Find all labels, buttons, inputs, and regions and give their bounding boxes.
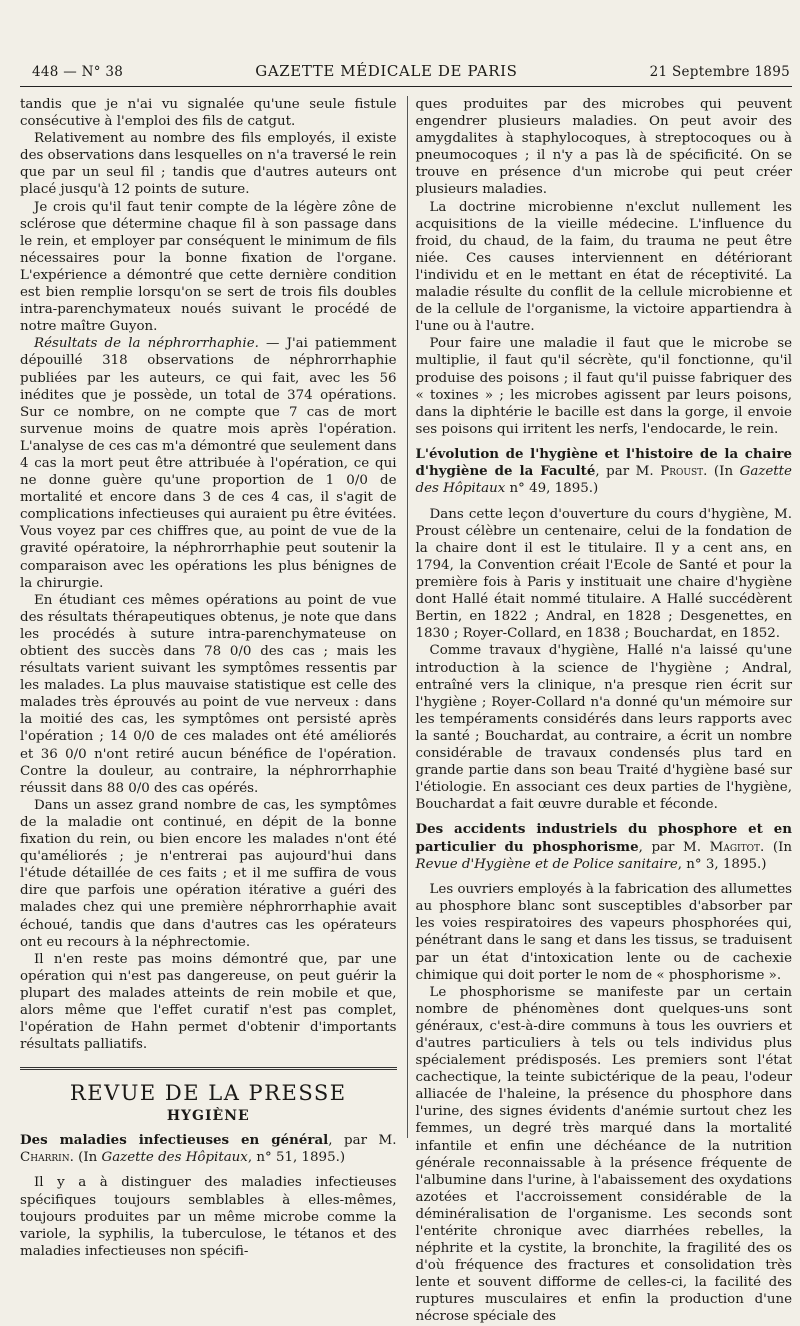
left-column — [20, 96, 407, 1259]
article-title: Des maladies infectieuses en général — [20, 1132, 329, 1149]
article-ref-close: , n° 51, 1895.) — [247, 1149, 346, 1165]
article-ref-close: , n° 3, 1895.) — [677, 856, 767, 872]
article-author: Proust — [660, 464, 704, 480]
two-column-body — [20, 96, 793, 1325]
page-number: 448 — N° 38 — [32, 64, 124, 80]
paragraph-results — [20, 335, 397, 591]
article-heading — [416, 821, 793, 873]
article-title: Des accidents industriels du phosphore et en particulier du phosphorisme — [415, 821, 792, 855]
journal-title: GAZETTE MÉDICALE DE PARIS — [255, 62, 518, 80]
article-journal: Gazette des Hôpitaux — [101, 1149, 248, 1165]
article-by: , par M. — [328, 1133, 397, 1149]
article-heading — [20, 1132, 397, 1166]
section-subtitle: HYGIÈNE — [166, 1108, 250, 1125]
paragraph: Le phosphorisme se manifeste par un certain nombre de phénomènes dont quelques-uns sont généraux, c'est-à-dire communs à tous les ouvriers et d'autres particuliers à tels ou tels individus plus spécialement prédisposés. Les premiers sont l'état cachectique, la teinte subictérique de la peau, l'odeur alliacée de l'haleine, la présence du phosphore dans l'urine, des signes évidents d'anémie surtout chez les femmes, un degré très marqué dans la mortalité infantile et enfin une déchéance de la nutrition générale reconnaissable à la présence fréquente de l'albumine dans l'urine, à l'abaissement des oxydations azotées et l'accroissement considérable de la déminéralisation de l'organisme. Les seconds sont l'entérite chronique avec diarrhées rebelles, la néphrite et la cystite, la bronchite, la fragilité des os d'où fréquence des fractures et consolidation très lente et souvent difforme de celles-ci, la facilité des ruptures musculaires et enfin la production d'une nécrose spéciale des — [415, 984, 792, 1325]
paragraph: Il n'en reste pas moins démontré que, par une opération qui n'est pas dangereuse, on peut guérir la plupart des malades atteints de rein mobile et que, alors même que l'effet curatif n'est pas complet, l'opération de Hahn permet d'obtenir d'importants résultats palliatifs. — [20, 951, 397, 1053]
results-text: — J'ai patiemment dépouillé 318 observations de néphrorrhaphie publiées par les auteurs, ce qui fait, avec les 56 inédites que je possède, un total de 374 opérations. Sur ce nombre, on ne compte que 7 cas de mort survenue moins de quatre mois après l'opération. L'analyse de ces cas m'a démontré que seulement dans 4 cas la mort peut être attribuée à l'opération, ce qui ne donne guère qu'une proportion de 1 0/0 de mortalité et encore dans 3 de ces 4 cas, il s'agit de complications infectieuses qui auraient pu être évitées. Vous voyez par ces chiffres que, au point de vue de la gravité opératoire, la néphrorrhaphie peut soutenir la comparaison avec les opérations les plus bénignes de la chirurgie. — [20, 336, 397, 591]
article-journal: Gazette des Hôpitaux — [415, 464, 792, 497]
article-by: , par M. — [595, 464, 661, 480]
paragraph: Dans cette leçon d'ouverture du cours d'hygiène, M. Proust célèbre un centenaire, celui de la fondation de la chaire dont il est le titulaire. Il y a cent ans, en 1794, la Convention créait l'Ecole de Santé et pour la première fois à Paris y instituait une chaire d'hygiène dont Hallé était nommé titulaire. A Hallé succédèrent Bertin, en 1822 ; Andral, en 1828 ; Desgenettes, en 1830 ; Royer-Collard, en 1838 ; Bouchardat, en 1852. — [415, 506, 792, 642]
section-divider — [20, 1067, 397, 1070]
issue-date: 21 Septembre 1895 — [649, 64, 790, 80]
paragraph: La doctrine microbienne n'exclut nullement les acquisitions de la vieille médecine. L'influence du froid, du chaud, de la faim, du trauma ne peut être niée. Ces causes interviennent en détériorant l'individu et en le mettant en état de réceptivité. La maladie résulte du conflit de la cellule microbienne et de la cellule de l'organisme, la victoire appartiendra à l'une ou à l'autre. — [415, 199, 792, 335]
paragraph: Il y a à distinguer des maladies infectieuses spécifiques toujours semblables à elles-mêmes, toujours produites par un même microbe comme la variole, la syphilis, la tuberculose, le tétanos et des maladies infectieuses non spécifi- — [20, 1175, 397, 1259]
paragraph: En étudiant ces mêmes opérations au point de vue des résultats thérapeutiques obtenus, je note que dans les procédés à suture intra-parenchymateuse on obtient des succès dans 78 0/0 des cas ; mais les résultats varient suivant les symptômes ressentis par les malades. La plus mauvaise statistique est celle des malades très éprouvés au point de vue nerveux : dans la moitié des cas, les symptômes ont persisté après l'opération ; 14 0/0 de ces malades ont été améliorés et 36 0/0 n'ont retiré aucun bénéfice de l'opération. Contre la douleur, au contraire, la néphrorrhaphie réussit dans 88 0/0 des cas opérés. — [20, 592, 397, 796]
article-author: Charrin — [20, 1149, 70, 1165]
article-ref-open: . (In — [759, 839, 792, 855]
paragraph: Les ouvriers employés à la fabrication des allumettes au phosphore blanc sont susceptibles d'absorber par les voies respiratoires des vapeurs phosphorées qui, pénétrant dans le sang et dans les tissus, se traduisent par un état d'intoxication lente ou de cachexie chimique qui doit porter le nom de « phosphorisme ». — [415, 882, 793, 983]
paragraph: ques produites par des microbes qui peuvent engendrer plusieurs maladies. On peut avoir des amygdalites à staphylocoques, à streptocoques ou à pneumocoques ; il n'y a pas là de spécificité. On se trouve en présence d'un microbe qui peut créer plusieurs maladies. — [415, 97, 792, 198]
article-ref-open: . (In — [69, 1149, 102, 1165]
paragraph: Comme travaux d'hygiène, Hallé n'a laissé qu'une introduction à la science de l'hygiène ; Andral, entraîné vers la clinique, n'a presque rien écrit sur l'hygiène ; Royer-Collard n'a donné qu'un mémoire sur les tempéraments considérés dans leurs rapports avec la santé ; Bouchardat, au contraire, a écrit un nombre considérable de travaux condensés plus tard en grande partie dans son beau Traité d'hygiène basé sur l'étiologie. En associant ces deux parties de l'hygiène, Bouchardat a fait œuvre durable et féconde. — [415, 643, 792, 813]
article-heading — [416, 446, 793, 498]
paragraph: tandis que je n'ai vu signalée qu'une seule fistule consécutive à l'emploi des fils de catgut. — [20, 97, 397, 130]
running-head — [32, 62, 790, 80]
article-title: L'évolution de l'hygiène et l'histoire de la chaire d'hygiène de la Faculté — [415, 445, 792, 480]
section-title: REVUE DE LA PRESSE — [69, 1081, 347, 1106]
article-ref-close: n° 49, 1895.) — [505, 481, 599, 497]
results-heading: Résultats de la néphrorrhaphie. — [34, 336, 259, 352]
paragraph: Dans un assez grand nombre de cas, les symptômes de la maladie ont continué, en dépit de la bonne fixation du rein, ou bien encore les malades n'ont été qu'améliorés ; je n'entrerai pas aujourd'hui dans l'étude détaillée de ces faits ; et il me suffira de vous dire que parfois une opération itérative a guéri des malades chez qui une première néphrorrhaphie avait échoué, tandis que dans d'autres cas les opérateurs ont eu recours à la néphrectomie. — [20, 797, 397, 950]
article-by: , par M. — [638, 839, 710, 855]
article-ref-open: . (In — [703, 464, 740, 480]
paragraph: Je crois qu'il faut tenir compte de la légère zône de sclérose que détermine chaque fil à son passage dans le rein, et employer par conséquent le minimum de fils nécessaires pour la bonne fixation de l'organe. L'expérience a démontré que cette dernière condition est bien remplie lorsqu'on se sert de trois fils doubles intra-parenchymateux noués suivant le procédé de notre maître Guyon. — [20, 199, 397, 335]
paragraph: Relativement au nombre des fils employés, il existe des observations dans lesquelles on n'a traversé le rein que par un seul fil ; tandis que d'autres auteurs ont placé jusqu'à 12 points de suture. — [20, 131, 397, 198]
paragraph: Pour faire une maladie il faut que le microbe se multiplie, il faut qu'il sécrète, qu'il fonctionne, qu'il produise des poisons ; il faut qu'il puisse fabriquer des « toxines » ; les microbes agissent par leurs poisons, dans la diphtérie le bacille est dans la gorge, il envoie ses poisons qui irritent les nerfs, l'endocarde, le rein. — [415, 336, 792, 437]
header-rule — [20, 86, 792, 87]
article-author: Magitot — [709, 839, 760, 855]
right-column — [407, 96, 793, 1325]
article-journal: Revue d'Hygiène et de Police sanitaire — [415, 856, 678, 872]
